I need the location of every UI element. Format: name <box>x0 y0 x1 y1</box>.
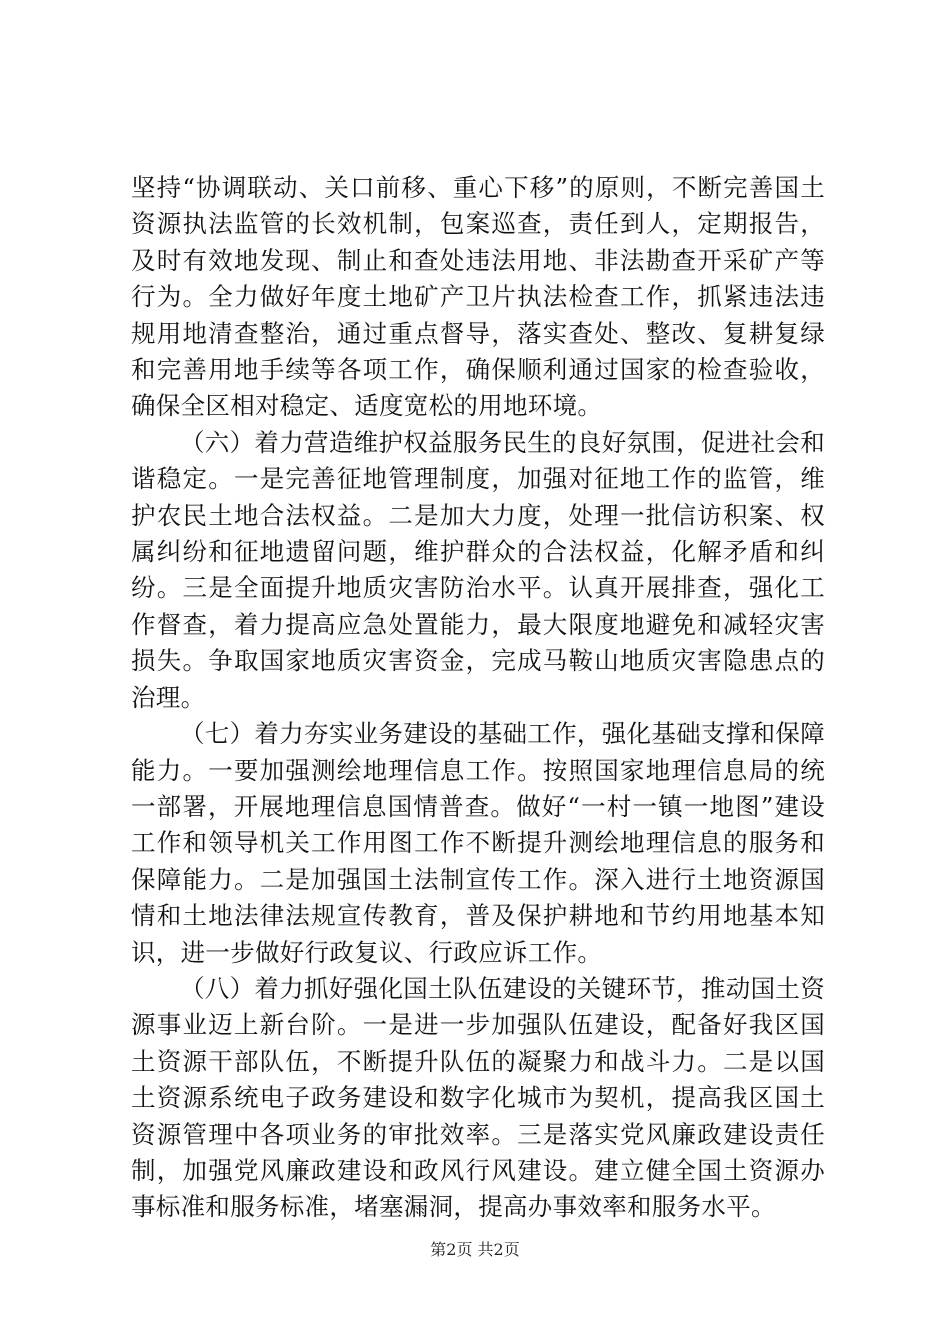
paragraph-section-7: （七）着力夯实业务建设的基础工作，强化基础支撑和保障能力。一要加强测绘地理信息工作。按照国家地理信息局的统一部署，开展地理信息国情普查。做好“一村一镇一地图”建设工作和领导机关工作用图工作不断提升测绘地理信息的服务和保障能力。二是加强国土法制宣传工作。深入进行土地资源国情和土地法律法规宣传教育，普及保护耕地和节约用地基本知识，进一步做好行政复议、行政应诉工作。 <box>131 719 825 967</box>
paragraph-section-8: （八）着力抓好强化国土队伍建设的关键环节，推动国土资源事业迈上新台阶。一是进一步加强队伍建设，配备好我区国土资源干部队伍，不断提升队伍的凝聚力和战斗力。二是以国土资源系统电子政务建设和数字化城市为契机，提高我区国土资源管理中各项业务的审批效率。三是落实党风廉政建设责任制，加强党风廉政建设和政风行风建设。建立健全国土资源办事标准和服务标准，堵塞漏洞，提高办事效率和服务水平。 <box>131 973 825 1222</box>
paragraph-continuation: 坚持“协调联动、关口前移、重心下移”的原则，不断完善国土资源执法监管的长效机制，包案巡查，责任到人，定期报告，及时有效地发现、制止和查处违法用地、非法勘查开采矿产等行为。全力做好年度土地矿产卫片执法检查工作，抓紧违法违规用地清查整治，通过重点督导，落实查处、整改、复耕复绿和完善用地手续等各项工作，确保顺利通过国家的检查验收，确保全区相对稳定、适度宽松的用地环境。 <box>131 173 825 421</box>
paragraph-section-6: （六）着力营造维护权益服务民生的良好氛围，促进社会和谐稳定。一是完善征地管理制度，加强对征地工作的监管，维护农民土地合法权益。二是加大力度，处理一批信访积案、权属纠纷和征地遗留问题，维护群众的合法权益，化解矛盾和纠纷。三是全面提升地质灾害防治水平。认真开展排查，强化工作督查，着力提高应急处置能力，最大限度地避免和减轻灾害损失。争取国家地质灾害资金，完成马鞍山地质灾害隐患点的治理。 <box>131 427 825 712</box>
document-body <box>131 170 825 1226</box>
page-number-footer: 第2页 共2页 <box>430 1240 520 1259</box>
